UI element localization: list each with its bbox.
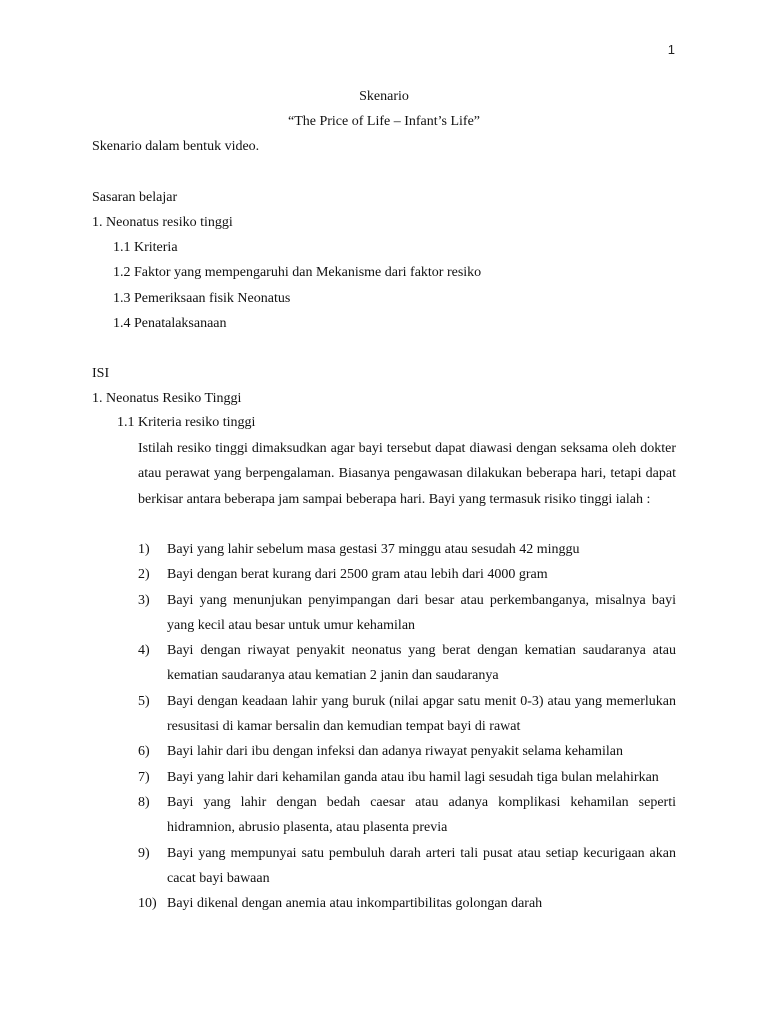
section-heading: 1. Neonatus Resiko Tinggi bbox=[92, 391, 242, 406]
intro-text: Skenario dalam bentuk video. bbox=[92, 139, 260, 154]
content-heading: ISI bbox=[92, 366, 110, 381]
list-item: 9) Bayi yang mempunyai satu pembuluh darah arteri tali pusat atau setiap kecurigaan akan cacat bayi bawaan bbox=[138, 845, 676, 886]
list-item: 3) Bayi yang menunjukan penyimpangan dari besar atau perkembanganya, misalnya bayi yang kecil atau besar untuk umur kehamilan bbox=[138, 592, 676, 633]
learning-goal-sub: 1.1 Kriteria bbox=[113, 240, 178, 255]
list-item: 7) Bayi yang lahir dari kehamilan ganda atau ibu hamil lagi sesudah tiga bulan melahirkan bbox=[138, 769, 659, 785]
learning-goal-sub: 1.3 Pemeriksaan fisik Neonatus bbox=[113, 291, 291, 306]
learning-goals-heading: Sasaran belajar bbox=[92, 190, 178, 205]
list-item: 10) Bayi dikenal dengan anemia atau inkompartibilitas golongan darah bbox=[138, 896, 543, 912]
criteria-list bbox=[130, 537, 676, 916]
list-item: 6) Bayi lahir dari ibu dengan infeksi dan adanya riwayat penyakit selama kehamilan bbox=[138, 744, 624, 760]
subsection-heading: 1.1 Kriteria resiko tinggi bbox=[117, 415, 256, 430]
document-title: Skenario bbox=[359, 89, 409, 104]
list-item: 1) Bayi yang lahir sebelum masa gestasi 37 minggu atau sesudah 42 minggu bbox=[138, 542, 580, 557]
intro-paragraph: Istilah resiko tinggi dimaksudkan agar bayi tersebut dapat diawasi dengan seksama oleh dokter atau perawat yang berpengalaman. Biasanya pengawasan dilakukan beberapa hari, tetapi dapat berkisar antara beberapa jam sampai beberapa hari. Bayi yang termasuk risiko tinggi ialah : bbox=[138, 441, 676, 507]
list-item: 8) Bayi yang lahir dengan bedah caesar atau adanya komplikasi kehamilan seperti hidramnion, abrusio plasenta, atau plasenta previa bbox=[138, 794, 676, 836]
list-item: 5) Bayi dengan keadaan lahir yang buruk (nilai apgar satu menit 0-3) atau yang memerlukan resusitasi di kamar bersalin dan kemudian tempat bayi di rawat bbox=[138, 693, 676, 735]
list-item: 2) Bayi dengan berat kurang dari 2500 gram atau lebih dari 4000 gram bbox=[138, 567, 548, 583]
page-number: 1 bbox=[667, 42, 675, 57]
learning-goal-sub: 1.4 Penatalaksanaan bbox=[113, 316, 227, 331]
document-subtitle: “The Price of Life – Infant’s Life” bbox=[287, 114, 481, 129]
learning-goal-main: 1. Neonatus resiko tinggi bbox=[92, 215, 233, 230]
learning-goal-sub: 1.2 Faktor yang mempengaruhi dan Mekanisme dari faktor resiko bbox=[113, 265, 482, 280]
list-item: 4) Bayi dengan riwayat penyakit neonatus yang berat dengan kematian saudaranya atau kematian saudaranya atau kematian 2 janin dan saudaranya bbox=[138, 643, 676, 684]
